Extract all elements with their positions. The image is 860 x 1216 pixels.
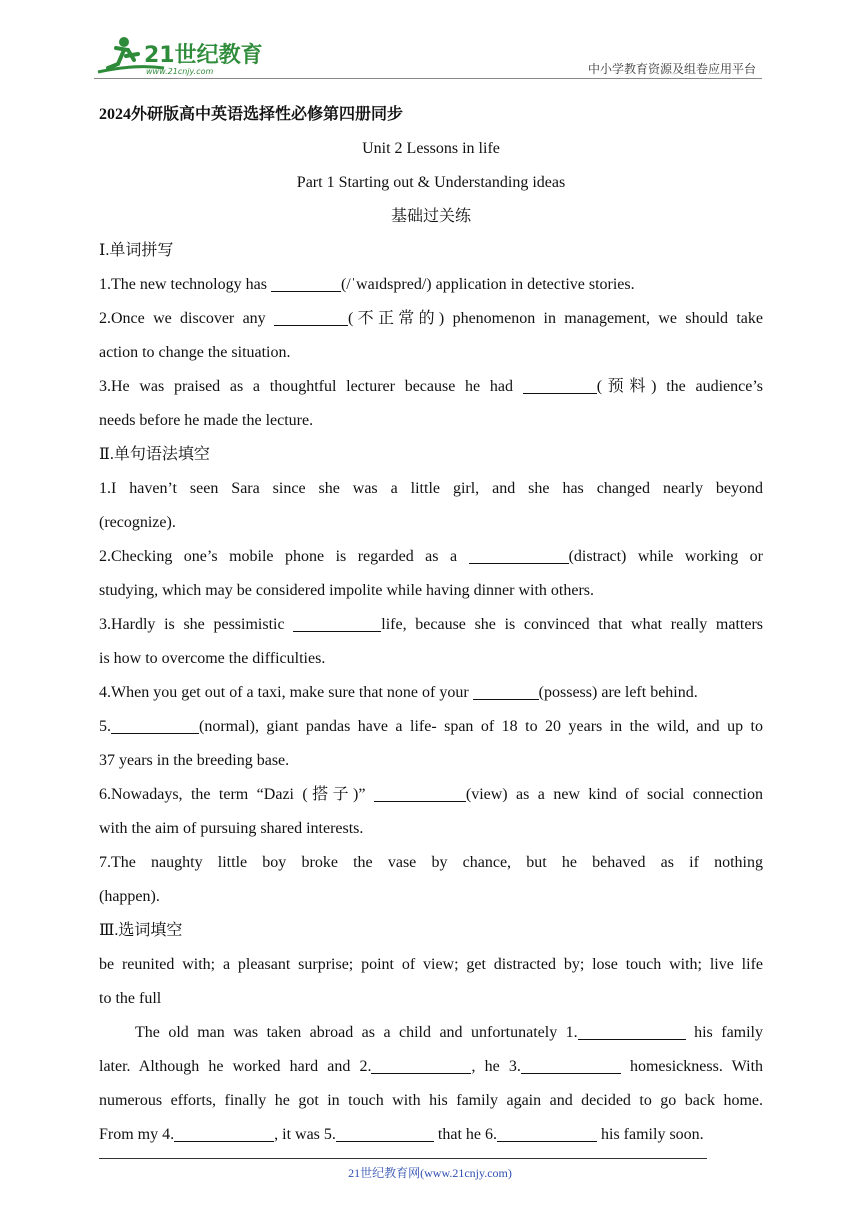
svg-text:21世纪教育: 21世纪教育	[144, 43, 263, 68]
passage-line: From my 4. , it was 5. that he 6. his family soon.	[99, 1126, 704, 1143]
footer-link[interactable]: 21世纪教育网(www.21cnjy.com)	[348, 1166, 512, 1180]
platform-label: 中小学教育资源及组卷应用平台	[587, 62, 756, 76]
passage-line: numerous efforts, finally he got in touch with his family again and decided to go back home.	[99, 1092, 763, 1109]
section-heading: Ⅰ.单词拼写	[99, 242, 174, 259]
question: 1.I haven’t seen Sara since she was a little girl, and she has changed nearly beyond	[99, 480, 763, 497]
document-title: 2024外研版高中英语选择性必修第四册同步	[99, 106, 404, 123]
worksheet-content	[99, 98, 763, 1152]
question-continuation: (happen).	[99, 888, 160, 905]
passage-line: The old man was taken abroad as a child and unfortunately 1. his family	[135, 1024, 764, 1041]
question-continuation: action to change the situation.	[99, 344, 291, 361]
word-bank-continuation: to the full	[99, 990, 162, 1007]
question-continuation: with the aim of pursuing shared interests.	[99, 820, 364, 837]
question: 2.Checking one’s mobile phone is regarded as a (distract) while working or	[99, 548, 764, 565]
question: 4.When you get out of a taxi, make sure that none of your (possess) are left behind.	[99, 684, 698, 701]
question: 3.He was praised as a thoughtful lecturer because he had (预料) the audience’s	[99, 378, 763, 395]
question-continuation: is how to overcome the difficulties.	[99, 650, 326, 667]
answer-blank[interactable]	[473, 683, 539, 700]
question: 7.The naughty little boy broke the vase by chance, but he behaved as if nothing	[99, 854, 763, 871]
question: 6.Nowadays, the term “Dazi (搭子)” (view) as a new kind of social connection	[99, 786, 763, 803]
question-continuation: studying, which may be considered impolite while having dinner with others.	[99, 582, 595, 599]
footer-divider	[99, 1158, 707, 1159]
answer-blank[interactable]	[271, 275, 341, 292]
exercise-title: 基础过关练	[390, 208, 471, 225]
header-divider	[94, 78, 762, 79]
question: 5. (normal), giant pandas have a life- span of 18 to 20 years in the wild, and up to	[99, 718, 763, 735]
section-heading: Ⅲ.选词填空	[99, 922, 183, 939]
unit-title: Unit 2 Lessons in life	[362, 140, 500, 157]
answer-blank[interactable]	[497, 1125, 597, 1142]
logo	[94, 34, 264, 78]
question-continuation: needs before he made the lecture.	[99, 412, 314, 429]
answer-blank[interactable]	[174, 1125, 274, 1142]
answer-blank[interactable]	[578, 1023, 686, 1040]
part-title: Part 1 Starting out & Understanding ideas	[296, 174, 566, 191]
answer-blank[interactable]	[523, 377, 597, 394]
question: 3.Hardly is she pessimistic life, because she is convinced that what really matters	[99, 616, 764, 633]
question-continuation: 37 years in the breeding base.	[99, 752, 290, 769]
answer-blank[interactable]	[111, 717, 199, 734]
question: 2.Once we discover any (不正常的) phenomenon in management, we should take	[99, 310, 763, 327]
word-bank: be reunited with; a pleasant surprise; point of view; get distracted by; lose touch with; live life	[99, 956, 763, 973]
answer-blank[interactable]	[293, 615, 381, 632]
answer-blank[interactable]	[274, 309, 348, 326]
question: 1.The new technology has (/ˈwaɪdspred/) application in detective stories.	[99, 276, 635, 293]
passage-line: later. Although he worked hard and 2. , he 3. homesickness. With	[99, 1058, 764, 1075]
answer-blank[interactable]	[336, 1125, 434, 1142]
answer-blank[interactable]	[521, 1057, 621, 1074]
logo-icon	[94, 34, 264, 78]
svg-text:www.21cnjy.com: www.21cnjy.com	[146, 67, 214, 76]
answer-blank[interactable]	[371, 1057, 471, 1074]
page-header	[94, 30, 762, 78]
question-continuation: (recognize).	[99, 514, 176, 531]
answer-blank[interactable]	[374, 785, 466, 802]
answer-blank[interactable]	[469, 547, 569, 564]
section-heading: Ⅱ.单句语法填空	[99, 446, 210, 463]
